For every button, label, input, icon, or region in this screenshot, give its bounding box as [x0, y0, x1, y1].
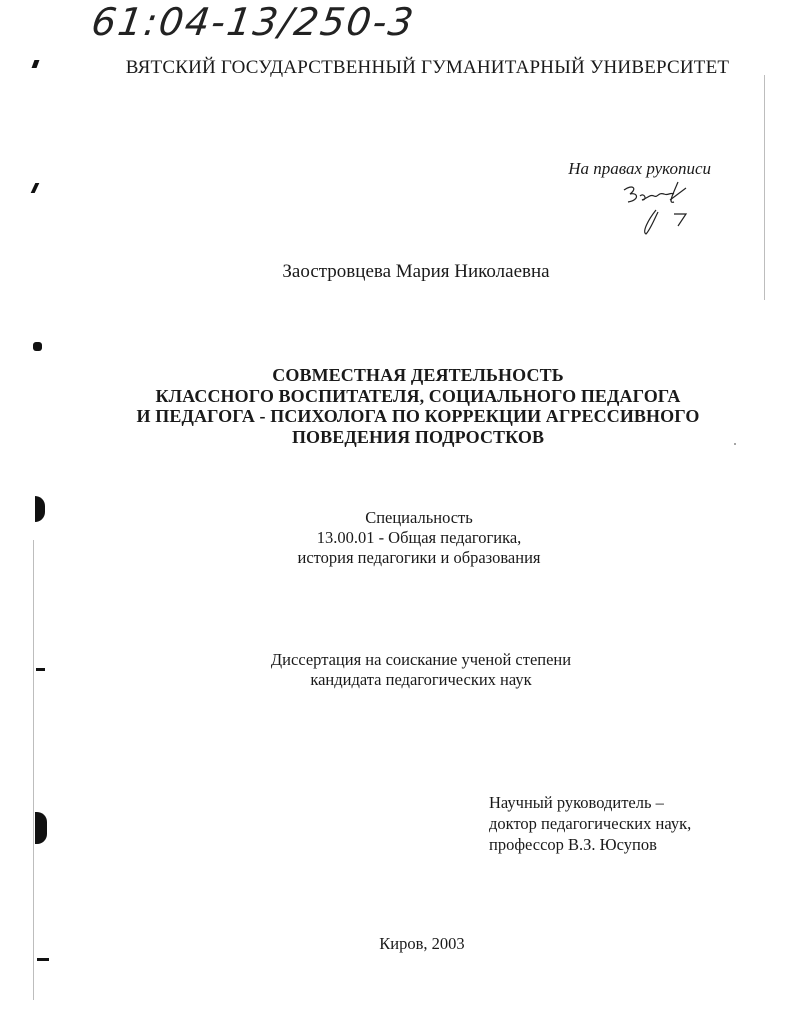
place-and-year: Киров, 2003: [379, 934, 465, 953]
handwritten-signature: [612, 180, 702, 238]
supervisor-block: [489, 792, 749, 855]
specialty-label: Специальность: [365, 508, 473, 527]
dissertation-title: [0, 365, 799, 447]
degree-block: [0, 650, 799, 690]
title-line-4: ПОВЕДЕНИЯ ПОДРОСТКОВ: [291, 426, 545, 447]
title-line-3: И ПЕДАГОГА - ПСИХОЛОГА ПО КОРРЕКЦИИ АГРЕССИВНОГО: [136, 406, 700, 426]
supervisor-line-1: Научный руководитель –: [489, 793, 664, 812]
scan-mark: [36, 668, 45, 671]
scan-mark: [33, 342, 42, 351]
specialty-code: 13.00.01 - Общая педагогика,: [316, 528, 522, 547]
manuscript-rights-note: На правах рукописи: [568, 159, 711, 178]
scan-edge-line: [764, 75, 765, 300]
scan-speck: [734, 443, 736, 445]
supervisor-line-2: доктор педагогических наук,: [489, 814, 692, 833]
university-name: ВЯТСКИЙ ГОСУДАРСТВЕННЫЙ ГУМАНИТАРНЫЙ УНИВЕРСИТЕТ: [125, 57, 730, 78]
title-line-2: КЛАССНОГО ВОСПИТАТЕЛЯ, СОЦИАЛЬНОГО ПЕДАГОГА: [155, 385, 681, 406]
scan-mark: [35, 812, 47, 844]
supervisor-line-3: профессор В.З. Юсупов: [489, 835, 657, 854]
degree-line-1: Диссертация на соискание ученой степени: [270, 650, 572, 669]
scan-mark: [37, 958, 49, 961]
handwritten-archive-number: 61:04-13/250-3: [88, 0, 418, 44]
author-name: Заостровцева Мария Николаевна: [282, 261, 550, 282]
title-line-1: СОВМЕСТНАЯ ДЕЯТЕЛЬНОСТЬ: [272, 365, 564, 385]
specialty-name: история педагогики и образования: [297, 548, 541, 567]
specialty-block: [0, 508, 799, 568]
degree-line-2: кандидата педагогических наук: [310, 670, 532, 689]
scan-edge-line: [33, 540, 34, 1000]
scan-mark: [31, 183, 40, 193]
